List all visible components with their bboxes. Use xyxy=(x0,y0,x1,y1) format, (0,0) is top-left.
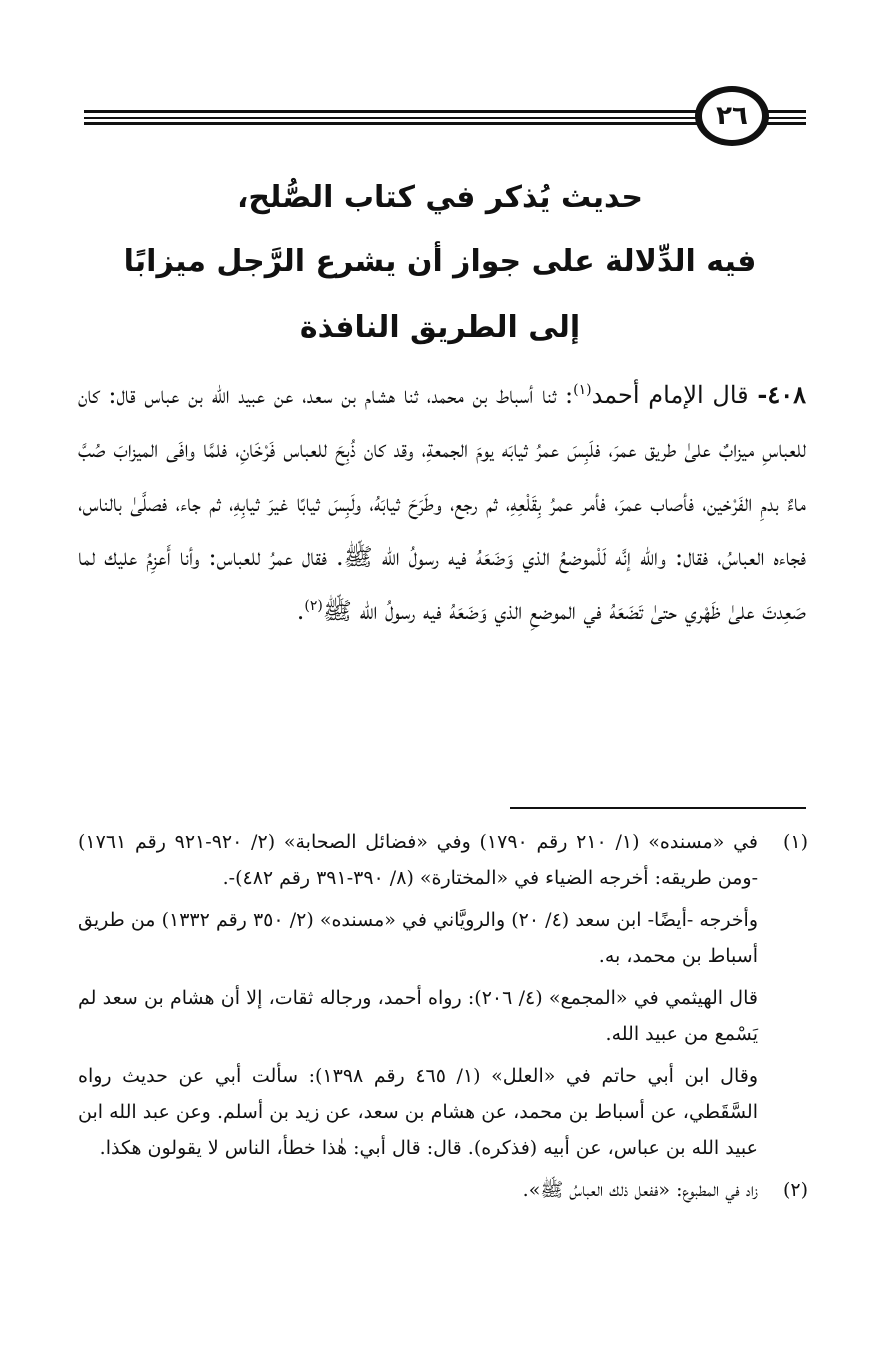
hadith-text xyxy=(78,368,806,638)
footnote-body xyxy=(78,1172,758,1214)
footnote-separator xyxy=(510,807,806,809)
footnote-ref-1: (١) xyxy=(573,382,592,398)
hadith-number: ٤٠٨- xyxy=(757,380,806,409)
chapter-title-line-2: فيه الدِّلالة على جواز أن يشرع الرَّجل ميزابًا xyxy=(123,244,757,279)
footnote-ref-2: (٢) xyxy=(304,598,323,614)
footnotes xyxy=(78,824,808,1214)
chapter-title-line-3: إلى الطريق النافذة xyxy=(299,310,581,345)
hadith-lead: قال الإمام أحمد xyxy=(591,381,749,409)
footnote-paragraph: وأخرجه -أيضًا- ابن سعد (٤/ ٢٠) والرويَّاني في «مسنده» (٢/ ٣٥٠ رقم ١٣٣٢) من طريق أسباط بن محمد، به. xyxy=(78,909,759,967)
hadith-end: . xyxy=(296,597,305,625)
footnote-mark: (١) xyxy=(782,831,808,853)
footnote-mark: (٢) xyxy=(782,1179,808,1201)
footnote-2 xyxy=(78,1172,808,1214)
footnote-1 xyxy=(78,824,808,1172)
footnote-paragraph: وقال ابن أبي حاتم في «العلل» (١/ ٤٦٥ رقم ١٣٩٨): سألت أبي عن حديث رواه السَّقَطي، عن أسباط بن محمد، عن هشام بن سعد، عن زيد بن أسلم. وعن عبد الله ابن عبيد الله بن عباس، عن أبيه (فذكره). قال: قال أبي: هٰذا خطأ، الناس لا يقولون هكذا. xyxy=(78,1065,758,1159)
footnote-paragraph: زاد في المطبوع: «ففعل ذلك العباسُ ﷺ». xyxy=(522,1179,758,1201)
hadith-body: : ثنا أسباط بن محمد، ثنا هشام بن سعد، عن عبيد الله بن عباس قال: كان للعباسِ ميزابٌ علىٰ طريق عمرَ، فلَبِسَ عمرُ ثيابَه يومَ الجمعةِ، وقد كان ذُبِحَ للعباس فَرْخَانِ، فلمَّا وافَى الميزابَ صُبَّ ماءٌ بدمِ الفَرْخين، فأصاب عمرَ، فأمر عمرُ بِقَلْعِهِ، ثم رجع، وطَرَحَ ثيابَهُ، ولَبِسَ ثيابًا غيرَ ثيابِهِ، ثم جاء، فصلَّىٰ بالناس، فجاءه العباسُ، فقال: والله إنَّه لَلْموضعُ الذي وَضَعَهُ فيه رسولُ الله ﷺ. فقال عمرُ للعباس: وأنا أَعزِمُ عليك لما صَعِدتَ علىٰ ظَهْري حتىٰ تَضَعَهُ في الموضعِ الذي وَضَعَهُ فيه رسولُ الله ﷺ xyxy=(78,381,806,625)
chapter-title-line-1: حديث يُذكر في كتاب الصُّلح، xyxy=(237,180,643,215)
footnote-paragraph: قال الهيثمي في «المجمع» (٤/ ٢٠٦): رواه أحمد، ورجاله ثقات، إلا أن هشام بن سعد لم يَسْمع من عبيد الله. xyxy=(78,987,758,1045)
footnote-body xyxy=(78,824,758,1172)
page-number: ٢٦ xyxy=(716,101,748,131)
footnote-paragraph: في «مسنده» (١/ ٢١٠ رقم ١٧٩٠) وفي «فضائل الصحابة» (٢/ ٩٢٠-٩٢١ رقم ١٧٦١) -ومن طريقه: أخرجه الضياء في «المختارة» (٨/ ٣٩٠-٣٩١ رقم ٤٨٢)-. xyxy=(78,831,758,889)
